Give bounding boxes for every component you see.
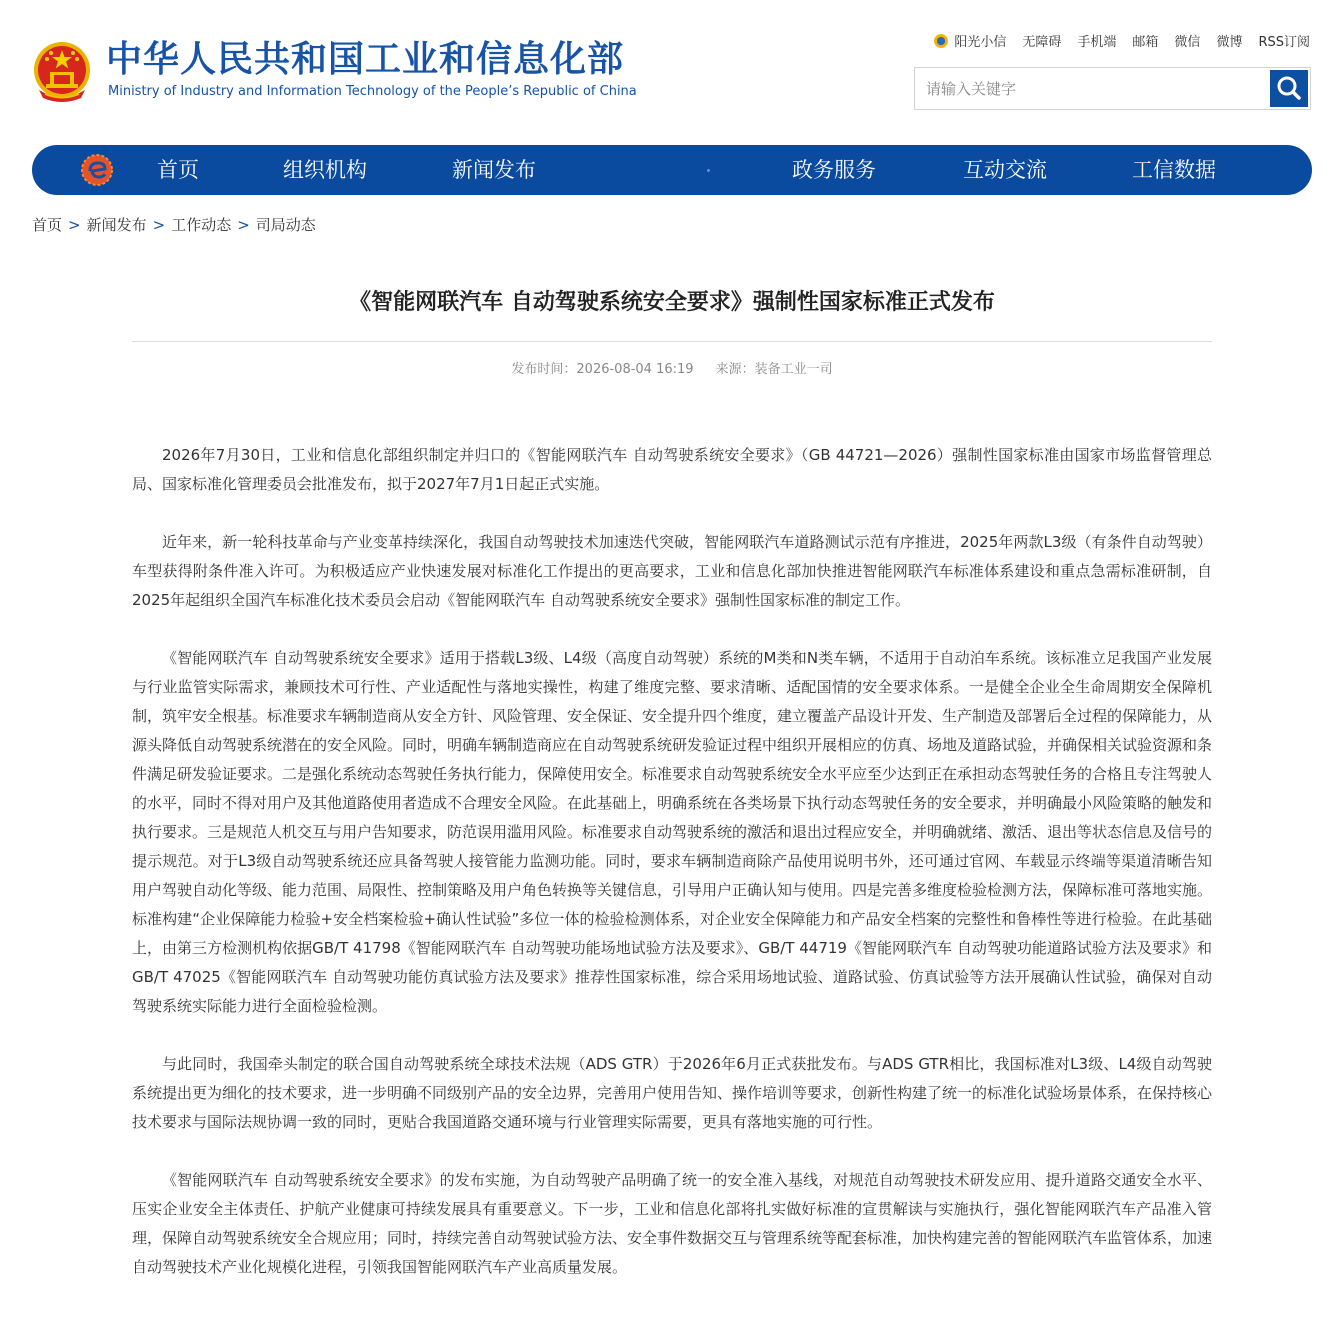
article-paragraph: 2026年7月30日，工业和信息化部组织制定并归口的《智能网联汽车 自动驾驶系统安全要求》（GB 44721—2026）强制性国家标准由国家市场监督管理总局、国家标准化管理委员会批准发布，拟于2027年7月1日起正式实施。 bbox=[132, 446, 1212, 493]
article-paragraph: 《智能网联汽车 自动驾驶系统安全要求》适用于搭载L3级、L4级（高度自动驾驶）系统的M类和N类车辆，不适用于自动泊车系统。该标准立足我国产业发展与行业监管实际需求，兼顾技术可行性、产业适配性与落地实操性，构建了维度完整、要求清晰、适配国情的安全要求体系。一是健全企业全生命周期安全保障机制，筑牢安全根基。标准要求车辆制造商从安全方针、风险管理、安全保证、安全提升四个维度，建立覆盖产品设计开发、生产制造及部署后全过程的保障能力，从源头降低自动驾驶系统潜在的安全风险。同时，明确车辆制造商应在自动驾驶系统研发验证过程中组织开展相应的仿真、场地及道路试验，并确保相关试验资源和条件满足研发验证要求。二是强化系统动态驾驶任务执行能力，保障使用安全。标准要求自动驾驶系统安全水平应至少达到正在承担动态驾驶任务的合格且专注驾驶人的水平，同时不得对用户及其他道路使用者造成不合理安全风险。在此基础上，明确系统在各类场景下执行动态驾驶任务的安全要求，并明确最小风险策略的触发和执行要求。三是规范人机交互与用户告知要求，防范误用滥用风险。标准要求自动驾驶系统的激活和退出过程应安全，并明确就绪、激活、退出等状态信息及信号的提示规范。对于L3级自动驾驶系统还应具备驾驶人接管能力监测功能。同时，要求车辆制造商除产品使用说明书外，还可通过官网、车载显示终端等渠道清晰告知用户驾驶自动化等级、能力范围、局限性、控制策略及用户角色转换等关键信息，引导用户正确认知与使用。四是完善多维度检验检测方法，保障标准可落地实施。标准构建“企业保障能力检验+安全档案检验+确认性试验”多位一体的检验检测体系，对企业安全保障能力和产品安全档案的完整性和鲁棒性等进行检验。在此基础上，由第三方检测机构依据GB/T 41798《智能网联汽车 自动驾驶功能场地试验方法及要求》、GB/T 44719《智能网联汽车 自动驾驶功能道路试验方法及要求》和GB/T 47025《智能网联汽车 自动驾驶功能仿真试验方法及要求》推荐性国家标准，综合采用场地试验、道路试验、仿真试验等方法开展确认性试验，确保对自动驾驶系统实际能力进行全面检验检测。 bbox=[132, 649, 1213, 1015]
breadcrumb-work-news[interactable]: 工作动态 bbox=[171, 216, 232, 234]
article-paragraph: 《智能网联汽车 自动驾驶系统安全要求》的发布实施，为自动驾驶产品明确了统一的安全准入基线，对规范自动驾驶技术研发应用、提升道路交通安全水平、压实企业安全主体责任、护航产业健康可持续发展具有重要意义。下一步，工业和信息化部将扎实做好标准的宣贯解读与实施执行，强化智能网联汽车产品准入管理，保障自动驾驶系统安全合规应用；同时，持续完善自动驾驶试验方法、安全事件数据交互与管理系统等配套标准，加快构建完善的智能网联汽车监管体系，加速自动驾驶技术产业化规模化进程，引领我国智能网联汽车产业高质量发展。 bbox=[132, 1171, 1213, 1276]
accessibility-link[interactable]: 无障碍 bbox=[1022, 35, 1062, 50]
article-meta bbox=[132, 359, 1212, 381]
nav-news[interactable]: 新闻发布 bbox=[452, 158, 536, 182]
main-nav bbox=[32, 145, 1312, 195]
sunshine-icon bbox=[934, 34, 948, 48]
nav-home[interactable]: 首页 bbox=[157, 158, 199, 182]
rss-link[interactable]: RSS订阅 bbox=[1258, 35, 1310, 50]
search-box bbox=[914, 67, 1311, 110]
breadcrumb-news[interactable]: 新闻发布 bbox=[86, 216, 147, 234]
breadcrumb bbox=[32, 214, 316, 236]
search-button[interactable] bbox=[1270, 70, 1308, 107]
breadcrumb-separator: > bbox=[68, 216, 81, 234]
mobile-link[interactable]: 手机端 bbox=[1077, 35, 1117, 50]
nav-interaction[interactable]: 互动交流 bbox=[963, 158, 1047, 182]
breadcrumb-separator: > bbox=[152, 216, 166, 234]
breadcrumb-department-news[interactable]: 司局动态 bbox=[255, 216, 316, 234]
title-divider bbox=[132, 341, 1212, 342]
nav-organization[interactable]: 组织机构 bbox=[283, 158, 367, 182]
weibo-link[interactable]: 微博 bbox=[1216, 35, 1243, 50]
search-input[interactable] bbox=[915, 68, 1270, 109]
article-title: 《智能网联汽车 自动驾驶系统安全要求》强制性国家标准正式发布 bbox=[349, 290, 995, 315]
breadcrumb-separator: > bbox=[237, 216, 250, 234]
site-title[interactable]: 中华人民共和国工业和信息化部 bbox=[106, 39, 625, 80]
publish-time: 发布时间：2026-08-04 16:19 bbox=[511, 362, 694, 377]
article-source: 来源：装备工业一司 bbox=[715, 362, 833, 377]
article-paragraph: 与此同时，我国牵头制定的联合国自动驾驶系统全球技术法规（ADS GTR）于2026年6月正式获批发布。与ADS GTR相比，我国标准对L3级、L4级自动驾驶系统提出更为细化的技术要求，进一步明确不同级别产品的安全边界，完善用户使用告知、操作培训等要求，创新性构建了统一的标准化试验场景体系，在保持核心技术要求与国际法规协调一致的同时，更贴合我国道路交通环境与行业管理实际需要，更具有落地实施的可行性。 bbox=[132, 1055, 1213, 1131]
miit-logo-icon[interactable] bbox=[80, 153, 114, 187]
wechat-link[interactable]: 微信 bbox=[1174, 35, 1201, 50]
site-subtitle: Ministry of Industry and Information Technology of the People’s Republic of China bbox=[108, 84, 637, 99]
top-links bbox=[918, 33, 1310, 53]
mailbox-link[interactable]: 邮箱 bbox=[1132, 35, 1159, 50]
nav-data[interactable]: 工信数据 bbox=[1132, 158, 1216, 182]
nav-divider-dot bbox=[707, 169, 710, 172]
article-body bbox=[132, 441, 1212, 1311]
sunshine-link[interactable]: 阳光小信 bbox=[934, 33, 1006, 53]
site-header bbox=[0, 0, 1342, 140]
nav-services[interactable]: 政务服务 bbox=[792, 158, 876, 182]
search-icon bbox=[1270, 70, 1308, 107]
breadcrumb-home[interactable]: 首页 bbox=[32, 216, 63, 234]
article-paragraph: 近年来，新一轮科技革命与产业变革持续深化，我国自动驾驶技术加速迭代突破，智能网联汽车道路测试示范有序推进，2025年两款L3级（有条件自动驾驶）车型获得附条件准入许可。为积极适应产业快速发展对标准化工作提出的更高要求，工业和信息化部加快推进智能网联汽车标准体系建设和重点急需标准研制，自2025年起组织全国汽车标准化技术委员会启动《智能网联汽车 自动驾驶系统安全要求》强制性国家标准的制定工作。 bbox=[132, 533, 1212, 609]
national-emblem-icon[interactable] bbox=[31, 40, 93, 104]
